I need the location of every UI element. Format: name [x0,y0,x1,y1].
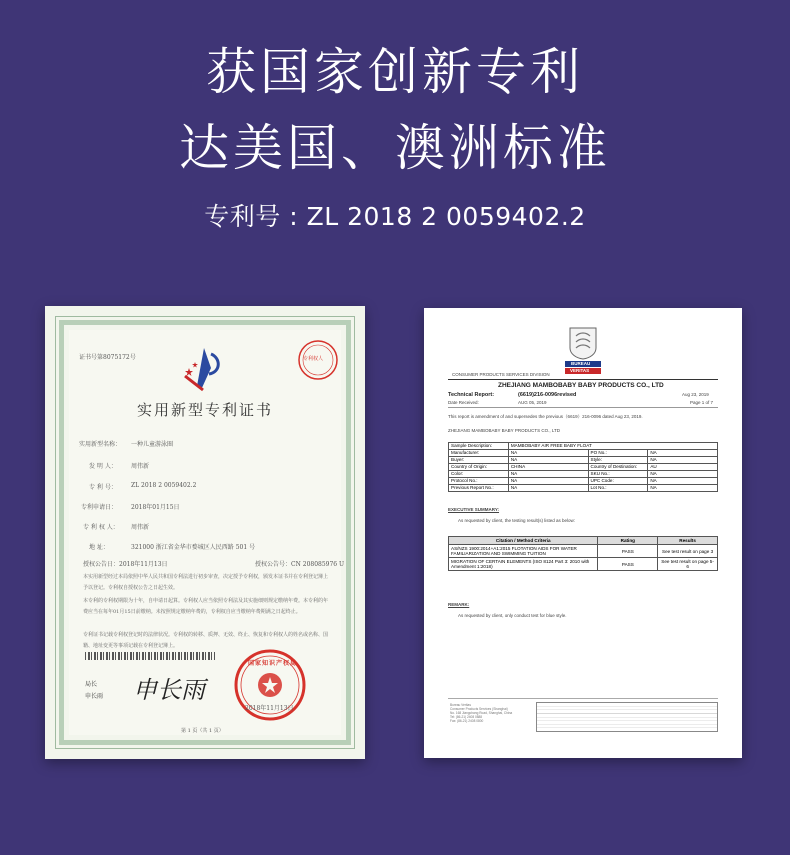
certificate-number: 证书号第8075172号 [79,354,136,361]
results-header-row [449,537,718,545]
info-cell: UPC Code: [588,478,648,485]
footer-address [450,703,512,723]
headline-line-2: 达美国、澳洲标准 [179,119,611,177]
results-cell: PASS [598,545,658,558]
info-cell: NA [508,471,588,478]
info-row [449,464,718,471]
report-label: Technical Report: [448,392,495,398]
info-cell: Protocol No.: [449,478,509,485]
sample-info-table [448,442,718,492]
footer-address-line: Bureau Veritas [450,703,471,707]
seal-text: 国家知识产权局 [248,660,298,667]
field-address-value: 321000 浙江省金华市婺城区人民西路 501 号 [131,544,256,551]
signature: 申长雨 [133,676,205,704]
bureau-head-name: 申长雨 [85,693,104,700]
test-report [424,308,742,758]
info-cell: NA [648,485,718,492]
info-cell: Manufacturer: [449,450,509,457]
info-cell: Buyer: [449,457,509,464]
top-right-stamp-text: 专利权人 [303,356,324,362]
results-cell: See test result on page 3 [658,545,718,558]
headline-line-1: 获国家创新专利 [206,43,584,101]
info-row [449,450,718,457]
info-cell: Previous Report No.: [449,485,509,492]
info-cell: Country of Destination: [588,464,648,471]
field-inventor-label: 发 明 人： [89,463,117,470]
info-cell: NA [648,478,718,485]
results-header-cell: Results [658,537,718,545]
info-cell: NA [648,471,718,478]
certificate-paragraph-2: 本专利的专利权期限为十年，自申请日起算。专利权人应当依照专利法及其实施细则规定缴纳年费。本专利的年费应当在每年01月15日前缴纳。未按照规定缴纳年费的，专利权自应当缴纳年费期满之日起终止。 [83,598,329,615]
report-page: Page 1 of 7 [690,400,714,405]
info-cell: CHINA [508,464,588,471]
field-address-label: 地 址： [89,544,109,551]
info-cell: Sample Description: [449,443,509,450]
footer-address-line: Consumer Products Services (Shanghai) [450,707,508,711]
field-patent-no-value: ZL 2018 2 0059402.2 [131,482,197,489]
info-row [449,471,718,478]
footer-address-line: No. 168 Jiangchang Road, Shanghai, China [450,711,513,715]
grant-date: 授权公告日：2018年11月13日 [83,561,168,568]
results-cell: PASS [598,558,658,571]
patent-certificate [45,306,365,759]
executive-summary-text: As requested by client, the testing result(s) listed as below: [458,518,576,523]
barcode [85,652,215,660]
remark-title: REMARK: [448,602,470,607]
info-row [449,443,718,450]
results-row [449,545,718,558]
patent-office-emblem-icon [181,346,227,392]
seal-date: 2018年11月13日 [245,705,294,712]
field-owner-value: 周伟新 [131,524,150,531]
footer-rule [448,698,718,699]
bureau-veritas-logo-icon [568,326,598,360]
division: CONSUMER PRODUCTS SERVICES DIVISION [452,372,550,377]
field-patent-no-label: 专 利 号： [89,484,117,491]
logo-text-bottom: VERITAS [570,368,590,373]
info-cell: AU [648,464,718,471]
info-cell: NA [648,450,718,457]
info-cell: NA [508,478,588,485]
field-owner-label: 专 利 权 人： [83,524,119,531]
received-date: AUG 05, 2019 [518,400,547,405]
info-row [449,457,718,464]
patent-number: 专利号 : ZL 2018 2 0059402.2 [204,202,586,231]
footer-address-line: Tel: (86-21) 2408 0888 [450,715,483,719]
bureau-head-label: 局长 [85,681,98,688]
info-cell: Color: [449,471,509,478]
info-cell: NA [508,450,588,457]
grant-number: 授权公告号：CN 208085976 U [255,561,345,568]
field-filing-date-label: 专利申请日： [81,504,118,511]
results-cell: AS/NZS 1900:2014+A1:2015 FLOTATION AIDS FOR WATER FAMILIARIZATION AND SWIMMING TUITION [449,545,598,558]
info-cell: Lot No.: [588,485,648,492]
footer-disclaimer [536,702,718,732]
info-cell: SKU No.: [588,471,648,478]
certificate-paragraph-3: 专利证书记载专利权登记时的法律状况。专利权的转移、质押、无效、终止、恢复和专利权人的姓名或名称、国籍、地址变更等事项记载在专利登记簿上。 [83,632,329,649]
info-row [449,478,718,485]
results-row [449,558,718,571]
field-inventor-value: 周伟新 [131,463,150,470]
results-table [448,536,718,571]
info-cell: MAMBOBABY AIR FREE BABY FLOAT [508,443,717,450]
info-row [449,485,718,492]
info-cell: Style: [588,457,648,464]
certificate-paragraph-1: 本实用新型经过本局依照中华人民共和国专利法进行初步审查，决定授予专利权，颁发本证书并在专利登记簿上予以登记。专利权自授权公告之日起生效。 [83,574,329,591]
field-name-value: 一种儿童游泳圈 [131,441,174,448]
client-name: ZHEJIANG MAMBOBABY BABY PRODUCTS CO., LTD [448,428,561,433]
amendment-note: This report is amendment of and supersedes the previous（6619）216-0096 dated Aug 23, 2019. [448,414,643,419]
header-rule [448,379,718,380]
results-header-cell: Rating [598,537,658,545]
report-company: ZHEJIANG MAMBOBABY BABY PRODUCTS CO., LTD [498,382,664,389]
results-cell: MIGRATION OF CERTAIN ELEMENTS (ISO 8124 Part 3: 2010 with Amendment 1:2018) [449,558,598,571]
info-cell: PO No.: [588,450,648,457]
report-number: (6619)216-0096revised [518,392,577,398]
field-filing-date-value: 2018年01月15日 [131,504,180,511]
received-label: Date Received: [448,400,479,405]
report-date: Aug 23, 2019 [682,392,709,397]
remark-text: As requested by client, only conduct test for blue style. [458,613,567,618]
header-rule-2 [448,407,718,408]
field-name-label: 实用新型名称： [79,441,122,448]
info-cell: NA [508,485,588,492]
logo-text-top: BUREAU [571,361,591,366]
footer-address-line: Fax: (86-21) 2408 0800 [450,719,484,723]
results-header-cell: Citation / Method Criteria [449,537,598,545]
certificate-title: 实用新型专利证书 [136,401,273,419]
info-cell: Country of Origin: [449,464,509,471]
results-cell: See test result on page 5-6 [658,558,718,571]
info-cell: NA [648,457,718,464]
info-cell: NA [508,457,588,464]
executive-summary-title: EXECUTIVE SUMMARY: [448,507,500,512]
certificate-page-number: 第 1 页（共 1 页） [181,728,224,734]
